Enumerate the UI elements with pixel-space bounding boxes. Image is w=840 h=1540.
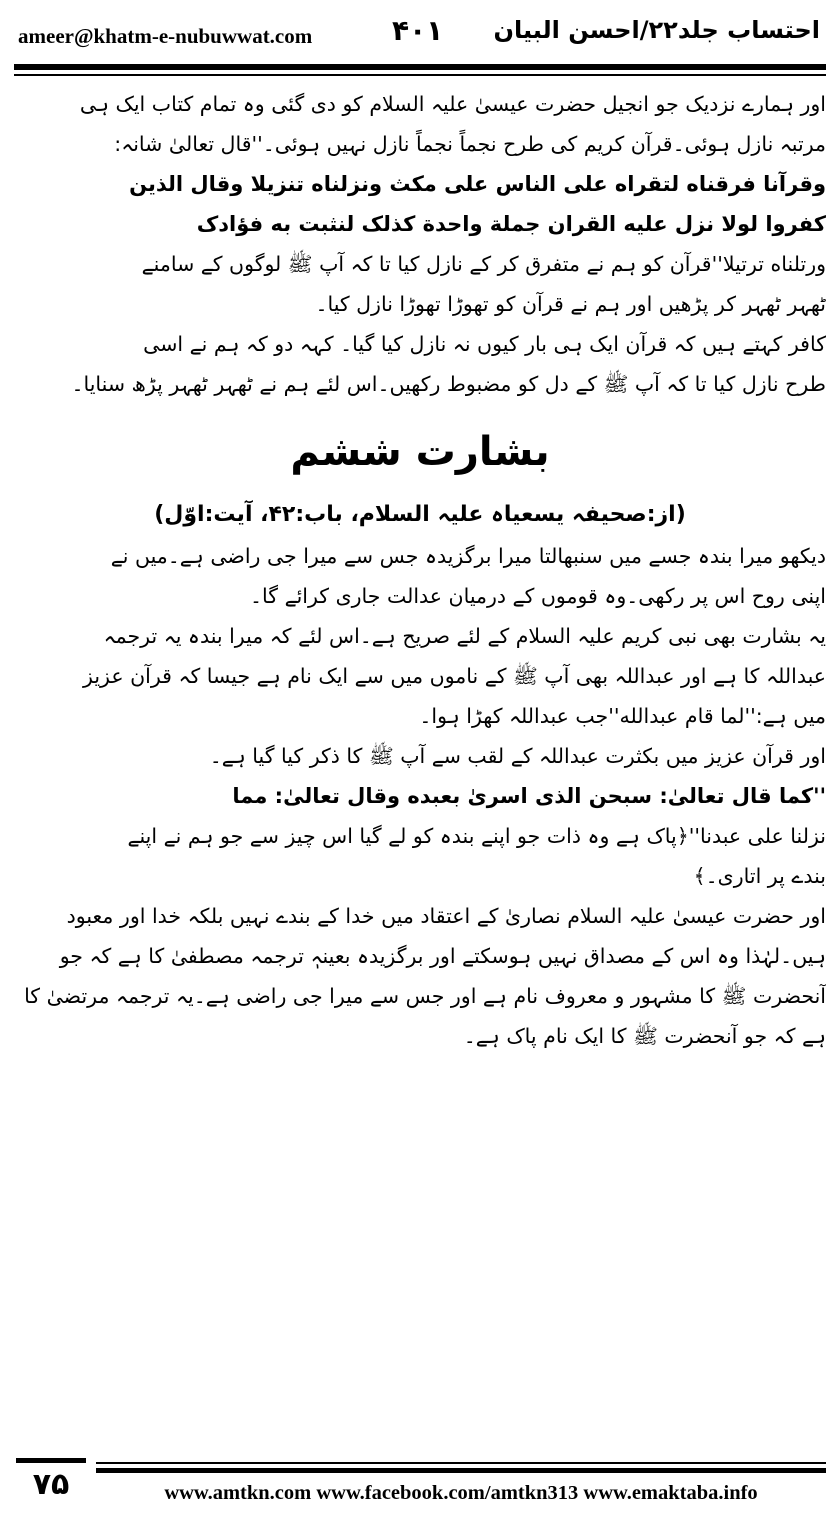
body-line: ورتلناه ترتیلا''قرآن کو ہم نے متفرق کر کے نازل کیا تا کہ آپ ﷺ لوگوں کے سامنے bbox=[141, 252, 826, 276]
header-rule-thick bbox=[14, 64, 826, 70]
footer-page-number: ۷۵ bbox=[16, 1458, 86, 1507]
body-line: اور ہمارے نزدیک جو انجیل حضرت عیسیٰ علیہ السلام کو دی گئی وہ تمام کتاب ایک ہی bbox=[79, 92, 826, 116]
arabic-verse-line: کفروا لولا نزل علیه القران جملة واحدة کذلک لنثبت به فؤادک bbox=[196, 212, 826, 236]
footer-rule-thick bbox=[96, 1468, 826, 1473]
body-line: نزلنا علی عبدنا''﴿پاک ہے وہ ذات جو اپنے بندہ کو لے گیا اس چیز سے جو ہم نے اپنے bbox=[127, 824, 826, 848]
header-page-number: ۴۰۱ bbox=[392, 14, 444, 47]
section-subheading: (از:صحیفہ یسعیاہ علیہ السلام، باب:۴۲، آیت:اوّل) bbox=[154, 502, 686, 527]
body-line: میں ہے:''لما قام عبدالله''جب عبداللہ کھڑا ہوا۔ bbox=[419, 704, 826, 728]
header-email: ameer@khatm-e-nubuwwat.com bbox=[18, 24, 313, 48]
body-line: دیکھو میرا بندہ جسے میں سنبھالتا میرا برگزیدہ جس سے میرا جی راضی ہے۔میں نے bbox=[110, 544, 826, 568]
page-header bbox=[0, 0, 840, 72]
section-heading: بشارت ششم bbox=[290, 429, 550, 475]
body-line: عبداللہ کا ہے اور عبداللہ بھی آپ ﷺ کے ناموں میں سے ایک نام ہے جیسا کہ قرآن عزیز bbox=[83, 664, 826, 688]
arabic-verse-line: وقرآنا فرقناه لتقراه علی الناس علی مکث ونزلناه تنزیلا وقال الذین bbox=[129, 172, 826, 196]
page-body bbox=[14, 84, 826, 1444]
footer-links: www.amtkn.com www.facebook.com/amtkn313 www.emaktaba.info bbox=[164, 1482, 758, 1504]
body-line: اور حضرت عیسیٰ علیہ السلام نصاریٰ کے اعتقاد میں خدا کے بندے نہیں بلکہ خدا اور معبود bbox=[66, 904, 826, 928]
body-line: ہے کہ جو آنحضرت ﷺ کا ایک نام پاک ہے۔ bbox=[463, 1024, 826, 1048]
page-footer bbox=[0, 1458, 840, 1540]
body-line: آنحضرت ﷺ کا مشہور و معروف نام ہے اور جس سے میرا جی راضی ہے۔یہ ترجمہ مرتضیٰ کا bbox=[24, 984, 826, 1008]
body-line: ہیں۔لہٰذا وہ اس کے مصداق نہیں ہوسکتے اور برگزیدہ بعینہٖ ترجمہ مصطفیٰ کا ہے کہ جو bbox=[59, 944, 826, 968]
body-line: ٹھہر ٹھہر کر پڑھیں اور ہم نے قرآن کو تھوڑا تھوڑا نازل کیا۔ bbox=[315, 292, 826, 316]
body-line: بندے پر اتاری۔﴾ bbox=[693, 864, 826, 888]
body-line: کافر کہتے ہیں کہ قرآن ایک ہی بار کیوں نہ نازل کیا گیا۔ کہہ دو کہ ہم نے اسی bbox=[143, 332, 826, 356]
header-book-title: احتساب جلد۲۲/احسن البیان bbox=[493, 16, 820, 44]
body-line: یہ بشارت بھی نبی کریم علیہ السلام کے لئے صریح ہے۔اس لئے کہ میرا بندہ یہ ترجمہ bbox=[103, 624, 826, 648]
body-line: اور قرآن عزیز میں بکثرت عبداللہ کے لقب سے آپ ﷺ کا ذکر کیا گیا ہے۔ bbox=[209, 744, 826, 768]
body-line: طرح نازل کیا تا کہ آپ ﷺ کے دل کو مضبوط رکھیں۔اس لئے ہم نے ٹھہر ٹھہر پڑھ سنایا۔ bbox=[71, 372, 826, 396]
body-line: مرتبہ نازل ہوئی۔قرآن کریم کی طرح نجماً نجماً نازل نہیں ہوئی۔''قال تعالیٰ شانہ: bbox=[114, 132, 826, 156]
body-line: اپنی روح اس پر رکھی۔وہ قوموں کے درمیان عدالت جاری کرائے گا۔ bbox=[250, 584, 826, 608]
arabic-verse-line: ''کما قال تعالیٰ: سبحن الذی اسریٰ بعبده وقال تعالیٰ: مما bbox=[232, 784, 826, 808]
header-rule-thin bbox=[14, 74, 826, 76]
footer-rule-thin bbox=[96, 1462, 826, 1464]
